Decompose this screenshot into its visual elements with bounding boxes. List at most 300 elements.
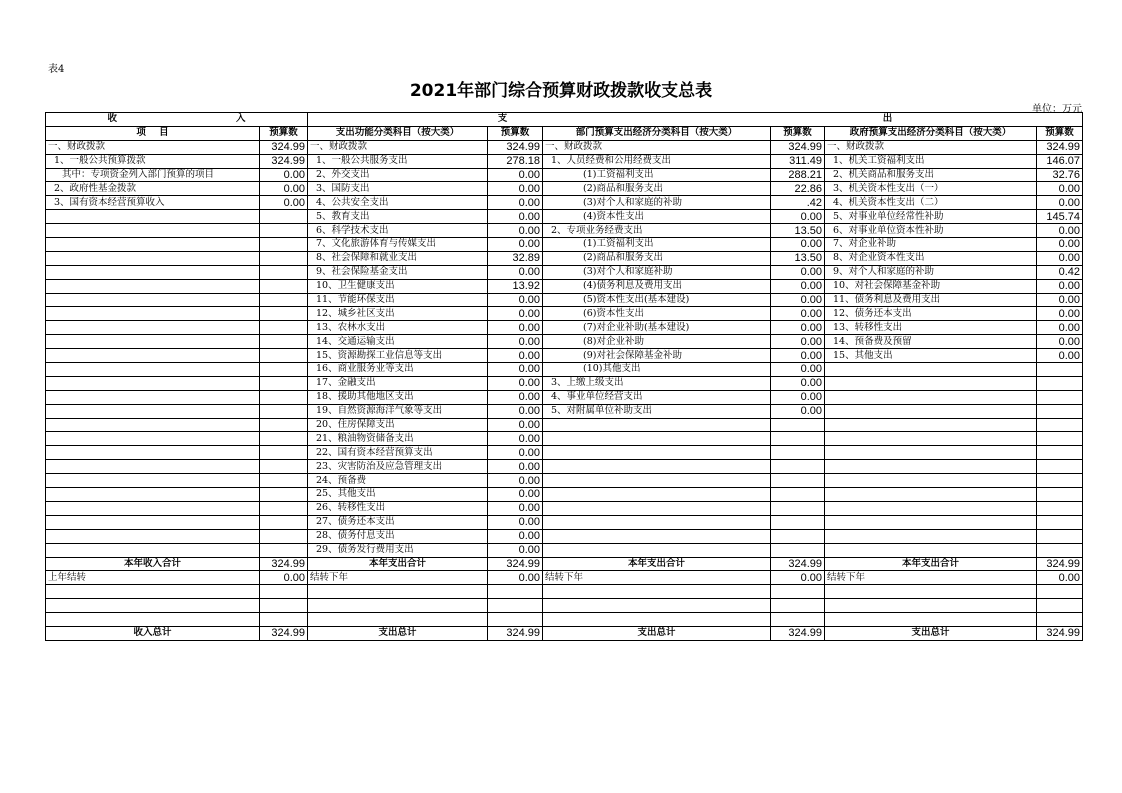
table-row (46, 238, 1083, 252)
gov-item: 15、其他支出 (825, 349, 1037, 363)
income-item (46, 460, 260, 474)
dept-value: 288.21 (771, 168, 825, 182)
carry-func-label: 结转下年 (308, 571, 488, 585)
gov-item: 7、对企业补助 (825, 238, 1037, 252)
expense-char-2: 出 (882, 113, 893, 125)
year-dept-total-label: 本年支出合计 (543, 557, 771, 571)
income-value (260, 210, 308, 224)
func-item: 5、教育支出 (308, 210, 488, 224)
dept-item: (3)对个人和家庭补助 (543, 265, 771, 279)
gov-item (825, 376, 1037, 390)
dept-value (771, 515, 825, 529)
dept-value: 0.00 (771, 321, 825, 335)
dept-value (771, 474, 825, 488)
dept-value: 0.00 (771, 210, 825, 224)
income-grand-total-value: 324.99 (260, 626, 308, 640)
income-value (260, 349, 308, 363)
col-header-budget: 预算数 (488, 126, 543, 140)
dept-item: (4)资本性支出 (543, 210, 771, 224)
income-item (46, 390, 260, 404)
gov-item: 14、预备费及预留 (825, 335, 1037, 349)
gov-item: 10、对社会保障基金补助 (825, 279, 1037, 293)
year-gov-total-value: 324.99 (1037, 557, 1083, 571)
gov-item (825, 543, 1037, 557)
year-income-total-label: 本年收入合计 (46, 557, 260, 571)
carry-row (46, 571, 1083, 585)
func-item: 7、文化旅游体育与传媒支出 (308, 238, 488, 252)
dept-item: 5、对附属单位补助支出 (543, 404, 771, 418)
income-value (260, 265, 308, 279)
table-row (46, 515, 1083, 529)
gov-value (1037, 488, 1083, 502)
income-item (46, 488, 260, 502)
func-value: 0.00 (488, 460, 543, 474)
table-row (46, 363, 1083, 377)
income-item (46, 265, 260, 279)
income-item: 2、政府性基金拨款 (46, 182, 260, 196)
income-value (260, 529, 308, 543)
gov-value: 0.00 (1037, 196, 1083, 210)
func-item: 16、商业服务业等支出 (308, 363, 488, 377)
dept-value: .42 (771, 196, 825, 210)
gov-value: 324.99 (1037, 140, 1083, 154)
table-row (46, 154, 1083, 168)
dept-item (543, 460, 771, 474)
dept-value: 13.50 (771, 251, 825, 265)
dept-value (771, 418, 825, 432)
col-header-dept: 部门预算支出经济分类科目（按大类） (543, 126, 771, 140)
income-item (46, 432, 260, 446)
carry-func-value: 0.00 (488, 571, 543, 585)
func-item: 2、外交支出 (308, 168, 488, 182)
func-value: 0.00 (488, 168, 543, 182)
gov-item: 2、机关商品和服务支出 (825, 168, 1037, 182)
table-row (46, 307, 1083, 321)
income-value (260, 418, 308, 432)
income-item (46, 529, 260, 543)
income-item: 一、财政拨款 (46, 140, 260, 154)
func-value: 32.89 (488, 251, 543, 265)
func-item: 29、债务发行费用支出 (308, 543, 488, 557)
year-total-row (46, 557, 1083, 571)
func-value: 0.00 (488, 418, 543, 432)
income-value (260, 501, 308, 515)
table-row (46, 265, 1083, 279)
gov-value: 0.00 (1037, 182, 1083, 196)
blank-row (46, 613, 1083, 627)
table-row (46, 488, 1083, 502)
func-value: 0.00 (488, 182, 543, 196)
func-value: 0.00 (488, 238, 543, 252)
table-row (46, 390, 1083, 404)
gov-grand-total-value: 324.99 (1037, 626, 1083, 640)
dept-item (543, 418, 771, 432)
gov-value: 32.76 (1037, 168, 1083, 182)
dept-grand-total-value: 324.99 (771, 626, 825, 640)
func-item: 10、卫生健康支出 (308, 279, 488, 293)
dept-item (543, 501, 771, 515)
dept-item: (8)对企业补助 (543, 335, 771, 349)
gov-item (825, 460, 1037, 474)
func-value: 0.00 (488, 196, 543, 210)
page-title: 2021年部门综合预算财政拨款收支总表 (409, 81, 713, 101)
carry-dept-value: 0.00 (771, 571, 825, 585)
func-item: 21、粮油物资储备支出 (308, 432, 488, 446)
func-item: 13、农林水支出 (308, 321, 488, 335)
func-item: 26、转移性支出 (308, 501, 488, 515)
dept-item: (1)工资福利支出 (543, 238, 771, 252)
dept-value: 22.86 (771, 182, 825, 196)
income-value (260, 363, 308, 377)
gov-item (825, 363, 1037, 377)
gov-value: 145.74 (1037, 210, 1083, 224)
income-group-header (46, 113, 308, 127)
gov-value (1037, 404, 1083, 418)
gov-value: 0.00 (1037, 321, 1083, 335)
income-item (46, 543, 260, 557)
income-item (46, 307, 260, 321)
func-grand-total-label: 支出总计 (308, 626, 488, 640)
dept-value: 0.00 (771, 376, 825, 390)
gov-item (825, 474, 1037, 488)
dept-value (771, 543, 825, 557)
gov-value (1037, 474, 1083, 488)
gov-item: 12、债务还本支出 (825, 307, 1037, 321)
income-value: 0.00 (260, 196, 308, 210)
income-item (46, 321, 260, 335)
gov-item: 一、财政拨款 (825, 140, 1037, 154)
income-value (260, 293, 308, 307)
income-value (260, 460, 308, 474)
func-item: 22、国有资本经营预算支出 (308, 446, 488, 460)
dept-value (771, 446, 825, 460)
table-row (46, 182, 1083, 196)
table-row (46, 210, 1083, 224)
func-value: 0.00 (488, 446, 543, 460)
gov-item (825, 488, 1037, 502)
table-row (46, 529, 1083, 543)
income-value (260, 251, 308, 265)
dept-value: 0.00 (771, 279, 825, 293)
gov-item (825, 515, 1037, 529)
func-grand-total-value: 324.99 (488, 626, 543, 640)
income-value: 324.99 (260, 140, 308, 154)
gov-value: 0.42 (1037, 265, 1083, 279)
unit-label: 单位：万元 (1032, 104, 1082, 115)
dept-value: 0.00 (771, 293, 825, 307)
dept-item: (1)工资福利支出 (543, 168, 771, 182)
expense-char-1: 支 (497, 113, 508, 125)
dept-item (543, 432, 771, 446)
income-char-1: 收 (107, 113, 117, 125)
func-value: 0.00 (488, 529, 543, 543)
gov-value: 0.00 (1037, 335, 1083, 349)
table-row (46, 446, 1083, 460)
func-item: 19、自然资源海洋气象等支出 (308, 404, 488, 418)
func-value: 0.00 (488, 265, 543, 279)
gov-value: 0.00 (1037, 251, 1083, 265)
dept-item: (2)商品和服务支出 (543, 251, 771, 265)
func-item: 8、社会保障和就业支出 (308, 251, 488, 265)
table-row (46, 224, 1083, 238)
gov-grand-total-label: 支出总计 (825, 626, 1037, 640)
dept-item: (6)资本性支出 (543, 307, 771, 321)
table-row (46, 140, 1083, 154)
dept-value: 0.00 (771, 335, 825, 349)
income-value (260, 307, 308, 321)
func-value: 0.00 (488, 210, 543, 224)
func-value: 324.99 (488, 140, 543, 154)
table-row (46, 168, 1083, 182)
income-value (260, 238, 308, 252)
func-item: 11、节能环保支出 (308, 293, 488, 307)
year-func-total-label: 本年支出合计 (308, 557, 488, 571)
dept-item (543, 543, 771, 557)
income-value: 0.00 (260, 168, 308, 182)
income-item (46, 446, 260, 460)
dept-item (543, 474, 771, 488)
gov-item (825, 404, 1037, 418)
dept-value: 0.00 (771, 363, 825, 377)
income-grand-total-label: 收入总计 (46, 626, 260, 640)
dept-item: 一、财政拨款 (543, 140, 771, 154)
col-header-budget: 预算数 (260, 126, 308, 140)
income-item (46, 376, 260, 390)
income-item (46, 238, 260, 252)
func-item: 20、住房保障支出 (308, 418, 488, 432)
gov-item (825, 390, 1037, 404)
income-value (260, 515, 308, 529)
income-item: 3、国有资本经营预算收入 (46, 196, 260, 210)
blank-row (46, 585, 1083, 599)
income-value (260, 335, 308, 349)
gov-item: 5、对事业单位经常性补助 (825, 210, 1037, 224)
table-row (46, 279, 1083, 293)
dept-value: 0.00 (771, 265, 825, 279)
table-row (46, 501, 1083, 515)
gov-value: 0.00 (1037, 279, 1083, 293)
func-item: 28、债务付息支出 (308, 529, 488, 543)
dept-value (771, 501, 825, 515)
func-item: 25、其他支出 (308, 488, 488, 502)
dept-item: (9)对社会保障基金补助 (543, 349, 771, 363)
gov-item (825, 432, 1037, 446)
func-item: 18、援助其他地区支出 (308, 390, 488, 404)
dept-item: 1、人员经费和公用经费支出 (543, 154, 771, 168)
func-value: 0.00 (488, 307, 543, 321)
dept-item: 2、专项业务经费支出 (543, 224, 771, 238)
gov-value: 0.00 (1037, 224, 1083, 238)
func-value: 0.00 (488, 376, 543, 390)
year-func-total-value: 324.99 (488, 557, 543, 571)
income-item (46, 404, 260, 418)
dept-value: 311.49 (771, 154, 825, 168)
func-item: 3、国防支出 (308, 182, 488, 196)
income-value (260, 390, 308, 404)
func-item: 23、灾害防治及应急管理支出 (308, 460, 488, 474)
gov-item: 9、对个人和家庭的补助 (825, 265, 1037, 279)
func-item: 6、科学技术支出 (308, 224, 488, 238)
income-item (46, 293, 260, 307)
func-item: 12、城乡社区支出 (308, 307, 488, 321)
dept-item: (2)商品和服务支出 (543, 182, 771, 196)
table-row (46, 543, 1083, 557)
table-row (46, 432, 1083, 446)
income-item (46, 224, 260, 238)
table-row (46, 321, 1083, 335)
gov-item: 6、对事业单位资本性补助 (825, 224, 1037, 238)
col-header-budget: 预算数 (771, 126, 825, 140)
func-value: 0.00 (488, 363, 543, 377)
func-item: 4、公共安全支出 (308, 196, 488, 210)
carry-gov-value: 0.00 (1037, 571, 1083, 585)
grand-total-row (46, 626, 1083, 640)
func-value: 0.00 (488, 501, 543, 515)
income-item (46, 279, 260, 293)
dept-item: (10)其他支出 (543, 363, 771, 377)
income-value (260, 474, 308, 488)
gov-value (1037, 529, 1083, 543)
gov-value (1037, 501, 1083, 515)
gov-value: 0.00 (1037, 293, 1083, 307)
table-row (46, 404, 1083, 418)
carry-income-value: 0.00 (260, 571, 308, 585)
income-item (46, 210, 260, 224)
gov-value (1037, 446, 1083, 460)
income-value (260, 279, 308, 293)
income-value: 324.99 (260, 154, 308, 168)
func-item: 9、社会保险基金支出 (308, 265, 488, 279)
dept-item: (5)资本性支出(基本建设) (543, 293, 771, 307)
gov-item (825, 501, 1037, 515)
dept-value (771, 529, 825, 543)
income-value: 0.00 (260, 182, 308, 196)
table-row (46, 418, 1083, 432)
dept-item (543, 529, 771, 543)
dept-item: (3)对个人和家庭的补助 (543, 196, 771, 210)
func-value: 0.00 (488, 335, 543, 349)
gov-item: 13、转移性支出 (825, 321, 1037, 335)
income-item (46, 363, 260, 377)
income-value (260, 488, 308, 502)
dept-item (543, 515, 771, 529)
func-item: 1、一般公共服务支出 (308, 154, 488, 168)
dept-item (543, 446, 771, 460)
income-value (260, 432, 308, 446)
gov-value (1037, 363, 1083, 377)
gov-item (825, 418, 1037, 432)
dept-value (771, 488, 825, 502)
gov-item: 1、机关工资福利支出 (825, 154, 1037, 168)
gov-item: 3、机关资本性支出（一） (825, 182, 1037, 196)
dept-value: 13.50 (771, 224, 825, 238)
func-value: 0.00 (488, 515, 543, 529)
col-header-func: 支出功能分类科目（按大类） (308, 126, 488, 140)
gov-value: 0.00 (1037, 238, 1083, 252)
carry-income-label: 上年结转 (46, 571, 260, 585)
table-row (46, 349, 1083, 363)
income-item (46, 501, 260, 515)
dept-value: 0.00 (771, 390, 825, 404)
dept-value: 0.00 (771, 404, 825, 418)
gov-value (1037, 543, 1083, 557)
func-value: 0.00 (488, 321, 543, 335)
func-item: 14、交通运输支出 (308, 335, 488, 349)
gov-value: 146.07 (1037, 154, 1083, 168)
gov-item: 11、债务利息及费用支出 (825, 293, 1037, 307)
table-row (46, 335, 1083, 349)
gov-item: 8、对企业资本性支出 (825, 251, 1037, 265)
dept-value (771, 432, 825, 446)
income-item (46, 335, 260, 349)
dept-value (771, 460, 825, 474)
dept-item (543, 488, 771, 502)
func-value: 0.00 (488, 390, 543, 404)
dept-value: 0.00 (771, 238, 825, 252)
carry-gov-label: 结转下年 (825, 571, 1037, 585)
column-header-row (46, 126, 1083, 140)
func-value: 0.00 (488, 224, 543, 238)
gov-item (825, 529, 1037, 543)
year-income-total-value: 324.99 (260, 557, 308, 571)
col-header-item: 项 目 (46, 126, 260, 140)
func-value: 13.92 (488, 279, 543, 293)
income-char-2: 入 (235, 113, 246, 125)
gov-item (825, 446, 1037, 460)
income-item (46, 349, 260, 363)
income-value (260, 543, 308, 557)
gov-value (1037, 390, 1083, 404)
blank-row (46, 599, 1083, 613)
document-label: 表4 (48, 64, 65, 75)
func-value: 0.00 (488, 488, 543, 502)
func-value: 0.00 (488, 293, 543, 307)
table-row (46, 196, 1083, 210)
gov-value (1037, 460, 1083, 474)
income-item: 1、一般公共预算拨款 (46, 154, 260, 168)
gov-value (1037, 418, 1083, 432)
func-value: 0.00 (488, 349, 543, 363)
income-value (260, 376, 308, 390)
dept-value: 0.00 (771, 349, 825, 363)
col-header-gov: 政府预算支出经济分类科目（按大类） (825, 126, 1037, 140)
income-value (260, 404, 308, 418)
gov-value: 0.00 (1037, 349, 1083, 363)
income-value (260, 224, 308, 238)
income-value (260, 321, 308, 335)
table-row (46, 376, 1083, 390)
dept-item: (7)对企业补助(基本建设) (543, 321, 771, 335)
income-item: 其中：专项资金列入部门预算的项目 (46, 168, 260, 182)
dept-item: 3、上缴上级支出 (543, 376, 771, 390)
income-item (46, 418, 260, 432)
income-item (46, 251, 260, 265)
expense-group-header (308, 113, 1083, 127)
dept-value: 0.00 (771, 307, 825, 321)
func-item: 15、资源勘探工业信息等支出 (308, 349, 488, 363)
income-item (46, 474, 260, 488)
year-dept-total-value: 324.99 (771, 557, 825, 571)
func-item: 24、预备费 (308, 474, 488, 488)
func-value: 0.00 (488, 543, 543, 557)
func-item: 17、金融支出 (308, 376, 488, 390)
gov-item: 4、机关资本性支出（二） (825, 196, 1037, 210)
table-row (46, 460, 1083, 474)
table-row (46, 293, 1083, 307)
income-value (260, 446, 308, 460)
table-row (46, 474, 1083, 488)
func-value: 0.00 (488, 432, 543, 446)
